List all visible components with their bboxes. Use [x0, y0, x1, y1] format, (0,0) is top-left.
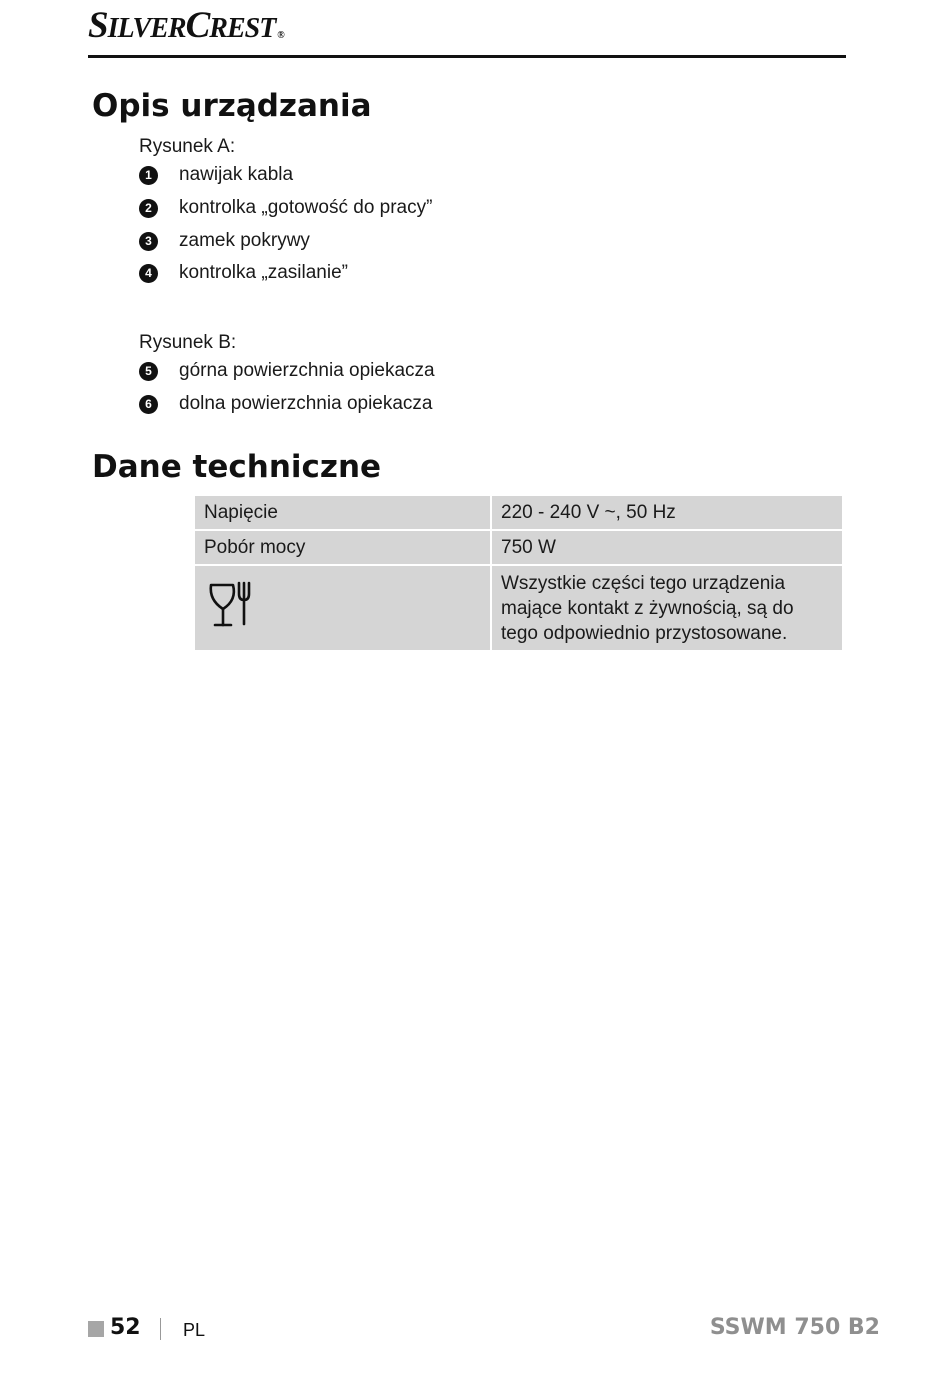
- brand-letter: S: [88, 5, 108, 46]
- footer-square-marker: [88, 1321, 104, 1337]
- brand-letter: C: [185, 5, 210, 46]
- item-text: górna powierzchnia opiekacza: [179, 360, 435, 381]
- table-cell-value: Wszystkie części tego urządzenia mające kontakt z żywnością, są do tego odpowiednio przystosowane.: [491, 565, 843, 651]
- registered-mark: ®: [277, 30, 284, 41]
- item-number-badge: 3: [139, 232, 158, 251]
- section-title-description: Opis urządzania: [92, 88, 372, 124]
- page-number: 52: [110, 1315, 141, 1340]
- brand-letters: REST: [209, 13, 276, 44]
- item-number-badge: 6: [139, 395, 158, 414]
- item-text: zamek pokrywy: [179, 230, 310, 251]
- table-cell-value: 220 - 240 V ~, 50 Hz: [491, 495, 843, 530]
- table-cell-label: Pobór mocy: [194, 530, 491, 565]
- table-cell-value: 750 W: [491, 530, 843, 565]
- figure-b-label: Rysunek B:: [139, 332, 237, 353]
- item-number-badge: 5: [139, 362, 158, 381]
- language-code: PL: [183, 1320, 206, 1340]
- brand-logo: [88, 4, 284, 51]
- food-safe-glass-fork-icon: [206, 580, 252, 630]
- footer-divider: [160, 1318, 161, 1340]
- table-row: [194, 530, 843, 565]
- header-rule: [88, 55, 846, 58]
- technical-data-table: [193, 494, 844, 652]
- item-number-badge: 1: [139, 166, 158, 185]
- item-number-badge: 4: [139, 264, 158, 283]
- item-text: dolna powierzchnia opiekacza: [179, 393, 433, 414]
- table-row: [194, 495, 843, 530]
- item-number-badge: 2: [139, 199, 158, 218]
- item-text: kontrolka „gotowość do pracy”: [179, 197, 433, 218]
- section-title-technical: Dane techniczne: [92, 449, 382, 485]
- table-row: [194, 565, 843, 651]
- model-number: SSWM 750 B2: [709, 1315, 880, 1340]
- table-cell-label: Napięcie: [194, 495, 491, 530]
- item-text: kontrolka „zasilanie”: [179, 262, 348, 283]
- figure-a-label: Rysunek A:: [139, 136, 236, 157]
- item-text: nawijak kabla: [179, 164, 294, 185]
- brand-letters: ILVER: [107, 13, 186, 44]
- table-cell-icon: [194, 565, 491, 651]
